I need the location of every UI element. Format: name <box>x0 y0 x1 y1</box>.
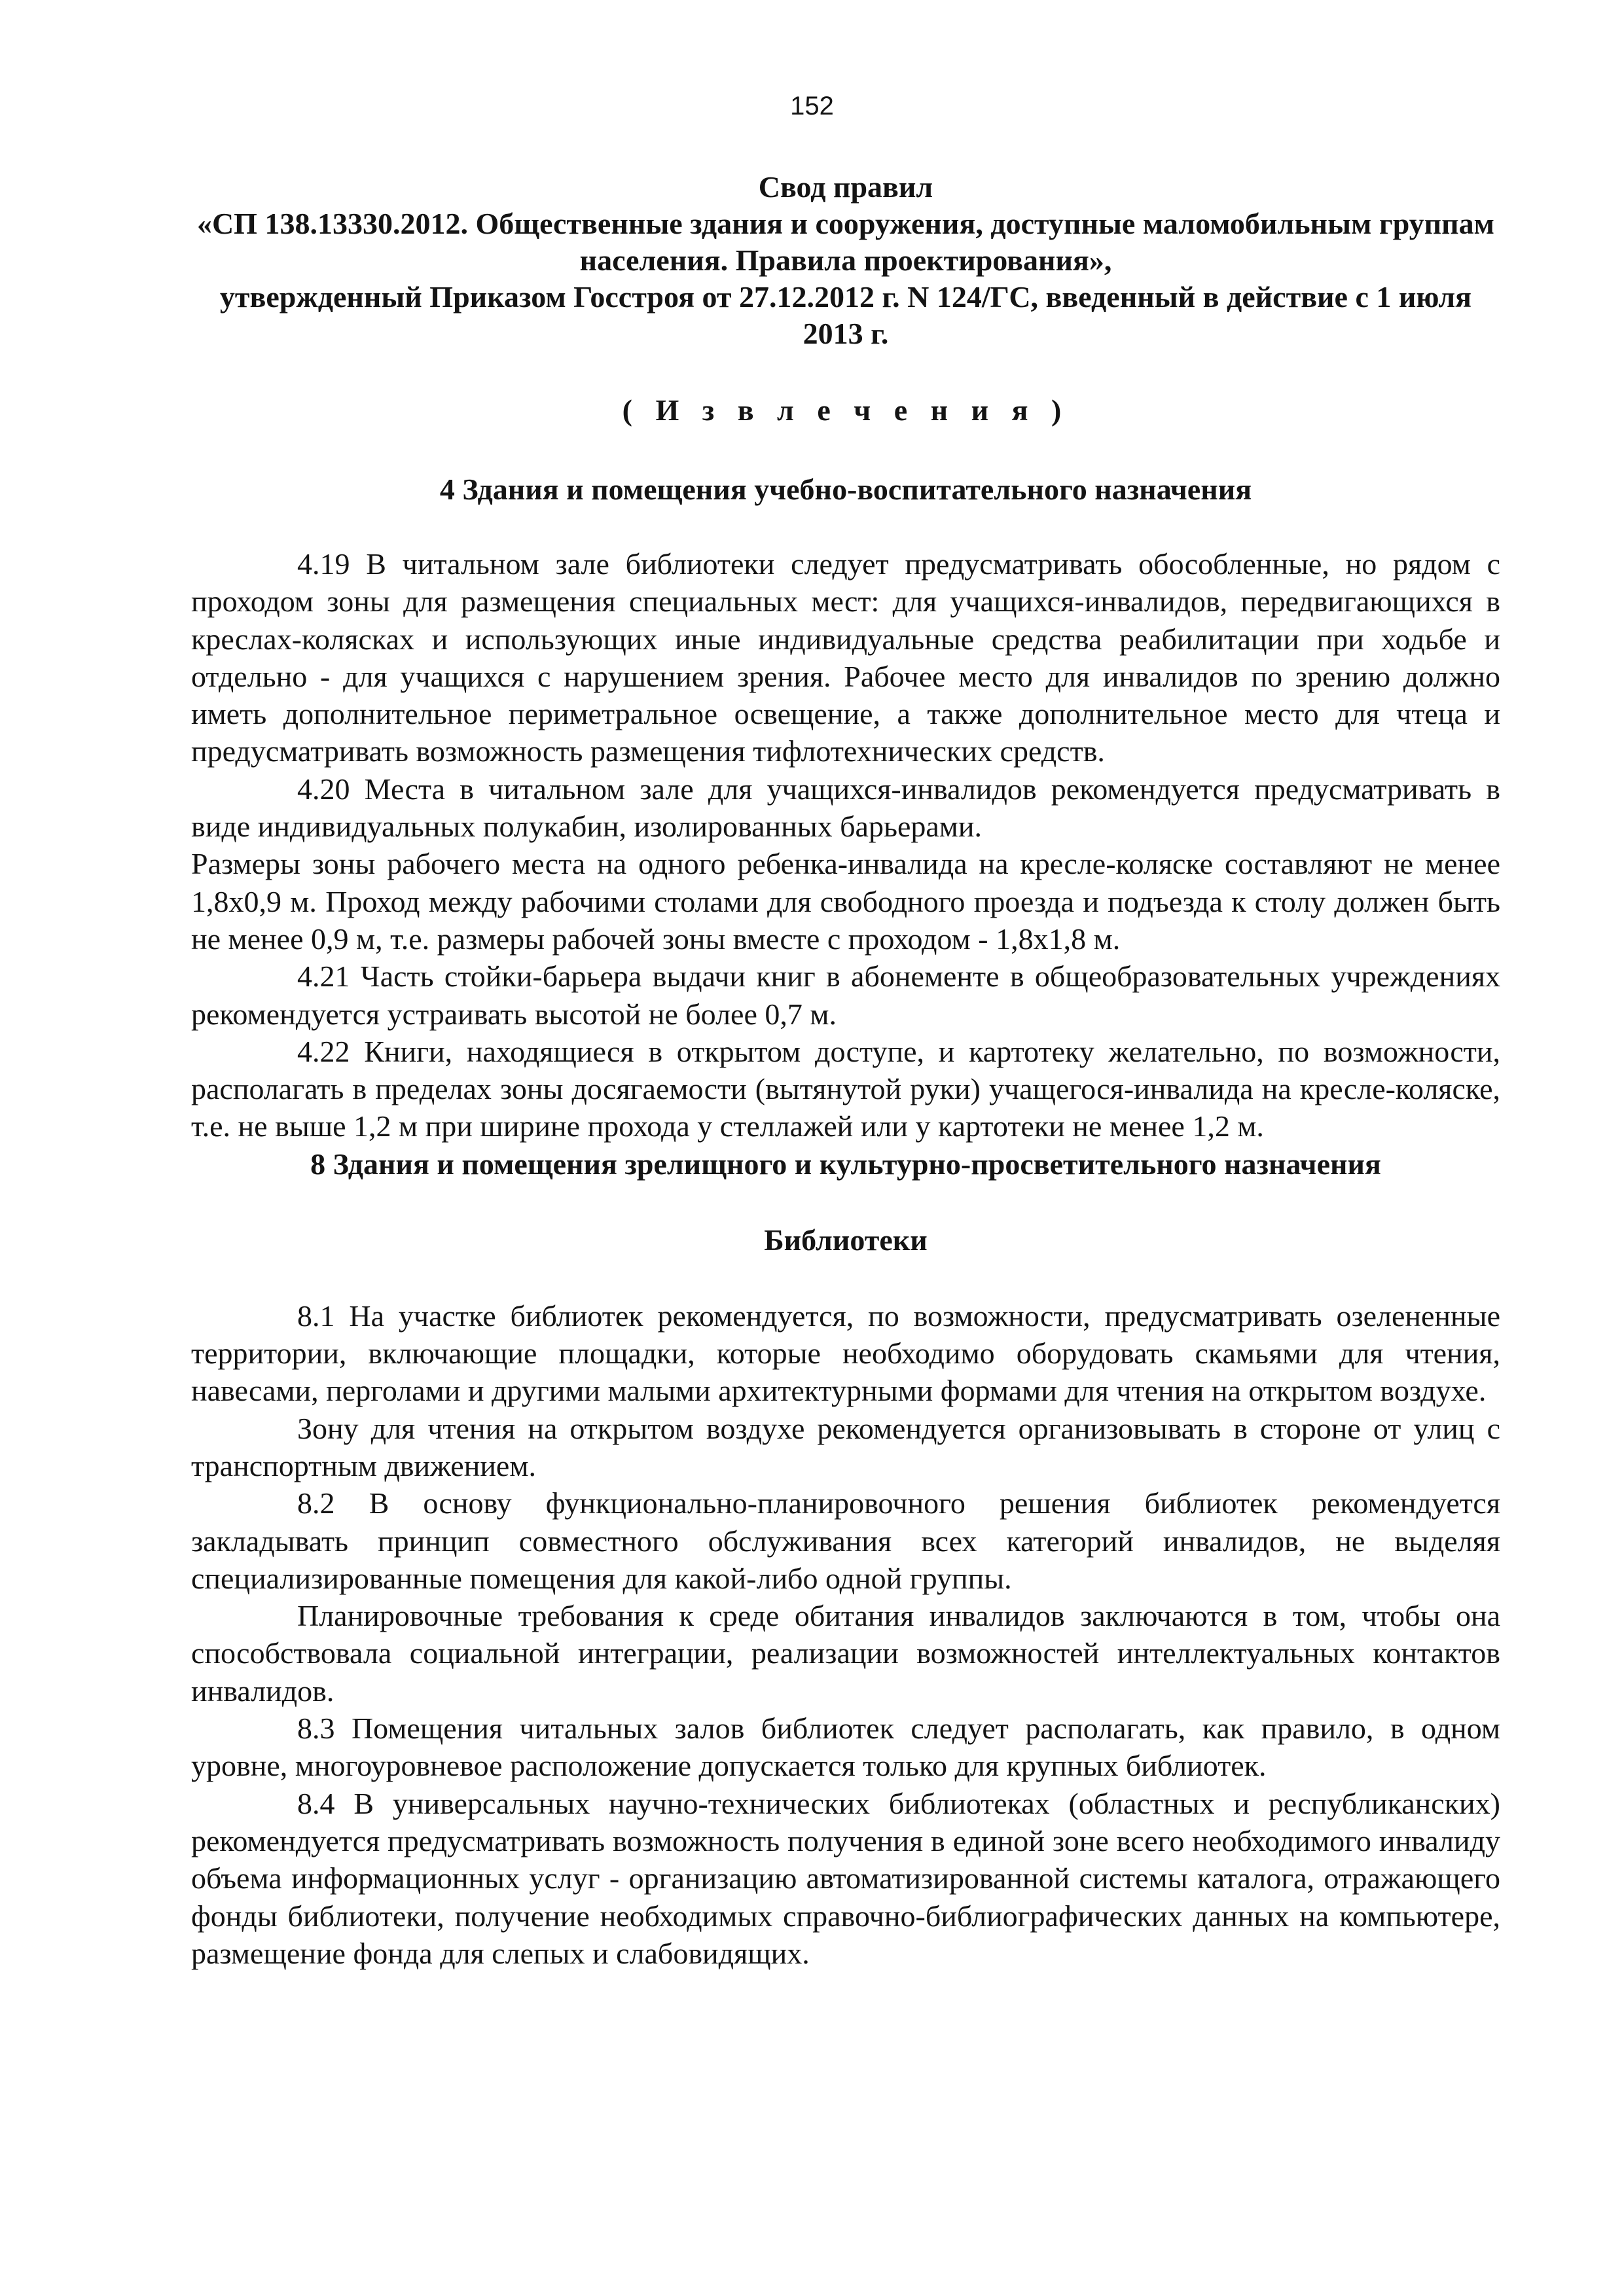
paragraph-4-21: 4.21 Часть стойки-барьера выдачи книг в абонементе в общеобразовательных учреждениях рекомендуется устраивать высотой не более 0,7 м. <box>191 960 1500 1031</box>
page-number: 152 <box>790 92 834 120</box>
title-line-3: утвержденный Приказом Госстроя от 27.12.2012 г. N 124/ГС, введенный в действие с 1 июля 2013 г. <box>219 280 1472 350</box>
paragraph-4-19: 4.19 В читальном зале библиотеки следует предусматривать обособленные, но рядом с проходом зоны для размещения специальных мест: для учащихся-инвалидов, передвигающихся в креслах-колясках и использующих иные индивидуальные средства реабилитации при ходьбе и отдельно - для учащихся с нарушением зрения. Рабочее место для инвалидов по зрению должно иметь дополнительное периметральное освещение, а также дополнительное место для чтеца и предусматривать возможность размещения тифлотехнических средств. <box>191 547 1500 768</box>
paragraph-8-2: 8.2 В основу функционально-планировочного решения библиотек рекомендуется закладывать принцип совместного обслуживания всех категорий инвалидов, не выделяя специализированные помещения для какой-либо одной группы. <box>191 1486 1500 1595</box>
extract-label: ( И з в л е ч е н и я ) <box>622 393 1070 427</box>
paragraph-8-3: 8.3 Помещения читальных залов библиотек следует располагать, как правило, в одном уровне, многоуровневое расположение допускается только для крупных библиотек. <box>191 1712 1500 1783</box>
libraries-subheading: Библиотеки <box>764 1223 928 1257</box>
paragraph-planning-requirements: Планировочные требования к среде обитания инвалидов заключаются в том, чтобы она способствовала социальной интеграции, реализации возможностей интеллектуальных контактов инвалидов. <box>191 1599 1500 1708</box>
paragraph-4-22: 4.22 Книги, находящиеся в открытом доступе, и картотеку желательно, по возможности, располагать в пределах зоны досягаемости (вытянутой руки) учащегося-инвалида на кресле-коляске, т.е. не выше 1,2 м при ширине прохода у стеллажей или у картотеки не менее 1,2 м. <box>191 1034 1500 1143</box>
paragraph-8-1: 8.1 На участке библиотек рекомендуется, по возможности, предусматривать озелененные территории, включающие площадки, которые необходимо оборудовать скамьями для чтения, навесами, перголами и другими малыми архитектурными формами для чтения на открытом воздухе. <box>191 1299 1500 1408</box>
document-body <box>191 169 1500 1972</box>
paragraph-8-4: 8.4 В универсальных научно-технических библиотеках (областных и республиканских) рекомендуется предусматривать возможность получения в единой зоне всего необходимого инвалиду объема информационных услуг - организацию автоматизированной системы каталога, отражающего фонды библиотеки, получение необходимых справочно-библиографических данных на компьютере, размещение фонда для слепых и слабовидящих. <box>191 1786 1500 1970</box>
title-line-2: «СП 138.13330.2012. Общественные здания и сооружения, доступные маломобильным группам населения. Правила проектирования», <box>196 207 1495 277</box>
title-line-1: Свод правил <box>758 170 933 204</box>
paragraph-outdoor-reading: Зону для чтения на открытом воздухе рекомендуется организовывать в стороне от улиц с транспортным движением. <box>191 1411 1500 1482</box>
section-8-heading: 8 Здания и помещения зрелищного и культурно-просветительного назначения <box>310 1147 1381 1181</box>
document-title <box>191 169 1500 352</box>
section-4-heading: 4 Здания и помещения учебно-воспитательного назначения <box>439 473 1252 506</box>
paragraph-workplace-size: Размеры зоны рабочего места на одного ребенка-инвалида на кресле-коляске составляют не менее 1,8x0,9 м. Проход между рабочими столами для свободного проезда и подъезда к столу должен быть не менее 0,9 м, т.е. размеры рабочей зоны вместе с проходом - 1,8x1,8 м. <box>191 847 1500 956</box>
paragraph-4-20: 4.20 Места в читальном зале для учащихся-инвалидов рекомендуется предусматривать в виде индивидуальных полукабин, изолированных барьерами. <box>191 772 1500 844</box>
